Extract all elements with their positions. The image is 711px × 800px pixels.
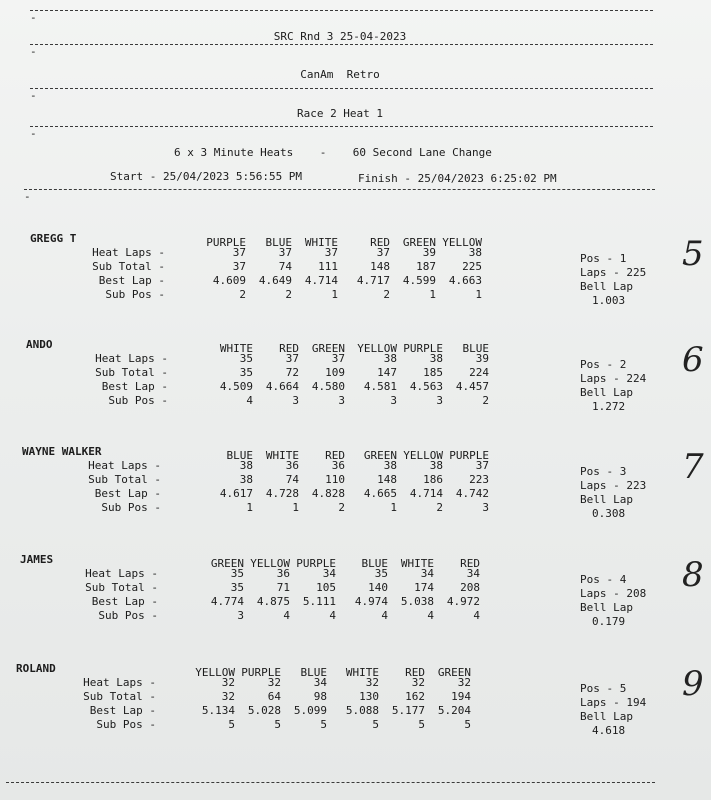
result-cell: 32 (411, 676, 425, 689)
result-cell: 4.972 (446, 595, 480, 608)
result-cell: 3 (292, 394, 299, 407)
result-cell: 130 (359, 690, 379, 703)
result-cell: 4.663 (448, 274, 482, 287)
result-cell: 38 (383, 459, 397, 472)
summary-pos: Pos - 4 (580, 573, 627, 586)
lane-header: PURPLE (403, 342, 443, 355)
summary-bell-value: 0.179 (592, 615, 626, 628)
summary-bell-label: Bell Lap (580, 710, 633, 723)
row-label: Sub Pos - (96, 718, 156, 731)
result-cell: 147 (377, 366, 397, 379)
handwritten-number: 8 (682, 555, 704, 595)
result-cell: 98 (313, 690, 327, 703)
result-cell: 1 (246, 501, 253, 514)
lane-header: PURPLE (449, 449, 489, 462)
handwritten-number: 5 (682, 234, 704, 274)
driver-block (0, 553, 711, 663)
result-cell: 38 (468, 246, 482, 259)
lane-header: GREEN (210, 557, 244, 570)
driver-block (0, 445, 711, 555)
lane-header: YELLOW (357, 342, 397, 355)
lane-header: GREEN (402, 236, 436, 249)
result-cell: 110 (325, 473, 345, 486)
summary-pos: Pos - 1 (580, 252, 627, 265)
result-cell: 3 (338, 394, 345, 407)
result-cell: 34 (466, 567, 480, 580)
row-label: Heat Laps - (85, 567, 158, 580)
divider: - (0, 122, 711, 138)
result-cell: 37 (475, 459, 489, 472)
result-cell: 38 (429, 352, 443, 365)
result-cell: 223 (469, 473, 489, 486)
summary-pos: Pos - 2 (580, 358, 627, 371)
result-cell: 38 (383, 352, 397, 365)
result-cell: 194 (451, 690, 471, 703)
result-cell: 185 (423, 366, 443, 379)
divider: - (0, 84, 711, 100)
result-cell: 34 (420, 567, 434, 580)
driver-name: ANDO (26, 338, 53, 351)
result-cell: 37 (331, 352, 345, 365)
row-label: Sub Pos - (98, 609, 158, 622)
result-cell: 2 (436, 501, 443, 514)
result-cell: 32 (457, 676, 471, 689)
start-time: Start - 25/04/2023 5:56:55 PM (110, 170, 303, 183)
driver-block (0, 232, 711, 342)
result-cell: 4 (381, 609, 388, 622)
result-cell: 5.177 (391, 704, 425, 717)
summary-laps: Laps - 225 (580, 266, 647, 279)
result-cell: 38 (429, 459, 443, 472)
result-cell: 208 (460, 581, 480, 594)
result-cell: 5 (228, 718, 235, 731)
result-cell: 174 (414, 581, 434, 594)
result-cell: 39 (422, 246, 436, 259)
divider: - (0, 6, 711, 22)
result-cell: 140 (368, 581, 388, 594)
result-cell: 4.457 (455, 380, 489, 393)
lane-header: PURPLE (296, 557, 336, 570)
lane-header: BLUE (462, 342, 489, 355)
result-cell: 5 (418, 718, 425, 731)
summary-bell-value: 0.308 (592, 507, 626, 520)
result-cell: 4 (283, 609, 290, 622)
lane-header: RED (325, 449, 345, 462)
result-cell: 35 (374, 567, 388, 580)
row-label: Sub Total - (95, 366, 168, 379)
result-cell: 111 (318, 260, 338, 273)
result-cell: 32 (221, 676, 235, 689)
row-label: Sub Pos - (108, 394, 168, 407)
finish-time: Finish - 25/04/2023 6:25:02 PM (358, 172, 557, 185)
race-name: Race 2 Heat 1 (296, 107, 384, 120)
result-cell: 36 (276, 567, 290, 580)
lane-header: RED (405, 666, 425, 679)
result-cell: 4.717 (356, 274, 390, 287)
result-cell: 5.028 (247, 704, 281, 717)
result-cell: 1 (292, 501, 299, 514)
summary-bell-value: 1.272 (592, 400, 626, 413)
result-cell: 32 (221, 690, 235, 703)
row-label: Heat Laps - (83, 676, 156, 689)
result-cell: 5.038 (400, 595, 434, 608)
result-cell: 4.774 (210, 595, 244, 608)
row-label: Heat Laps - (92, 246, 165, 259)
summary-bell-label: Bell Lap (580, 386, 633, 399)
lane-header: YELLOW (250, 557, 290, 570)
lane-header: GREEN (437, 666, 471, 679)
result-cell: 2 (482, 394, 489, 407)
summary-bell-value: 1.003 (592, 294, 626, 307)
result-cell: 36 (285, 459, 299, 472)
summary-bell-value: 4.618 (592, 724, 626, 737)
row-label: Heat Laps - (88, 459, 161, 472)
result-cell: 74 (278, 260, 292, 273)
result-cell: 32 (267, 676, 281, 689)
result-cell: 1 (331, 288, 338, 301)
result-cell: 35 (239, 366, 253, 379)
result-cell: 1 (475, 288, 482, 301)
result-cell: 5.204 (437, 704, 471, 717)
summary-laps: Laps - 208 (580, 587, 647, 600)
result-cell: 3 (390, 394, 397, 407)
result-cell: 162 (405, 690, 425, 703)
result-cell: 4.609 (212, 274, 246, 287)
lane-header: YELLOW (403, 449, 443, 462)
result-cell: 109 (325, 366, 345, 379)
result-cell: 37 (376, 246, 390, 259)
result-cell: 37 (324, 246, 338, 259)
result-cell: 5 (372, 718, 379, 731)
lane-header: WHITE (219, 342, 253, 355)
summary-laps: Laps - 223 (580, 479, 647, 492)
lane-header: WHITE (400, 557, 434, 570)
lane-header: WHITE (304, 236, 338, 249)
result-cell: 3 (482, 501, 489, 514)
result-cell: 35 (230, 567, 244, 580)
result-cell: 4 (246, 394, 253, 407)
result-cell: 4.742 (455, 487, 489, 500)
result-cell: 4.728 (265, 487, 299, 500)
lane-header: BLUE (361, 557, 388, 570)
row-label: Best Lap - (89, 704, 156, 717)
handwritten-number: 9 (682, 664, 704, 704)
result-cell: 4.509 (219, 380, 253, 393)
result-cell: 186 (423, 473, 443, 486)
result-cell: 2 (338, 501, 345, 514)
driver-block (0, 338, 711, 448)
summary-laps: Laps - 194 (580, 696, 647, 709)
race-format: 6 x 3 Minute Heats - 60 Second Lane Change (174, 146, 492, 159)
result-cell: 4 (329, 609, 336, 622)
result-cell: 5 (320, 718, 327, 731)
lane-header: RED (460, 557, 480, 570)
lane-header: BLUE (300, 666, 327, 679)
result-cell: 2 (239, 288, 246, 301)
result-cell: 72 (285, 366, 299, 379)
result-cell: 34 (313, 676, 327, 689)
lane-header: PURPLE (241, 666, 281, 679)
result-cell: 64 (267, 690, 281, 703)
result-cell: 32 (365, 676, 379, 689)
result-cell: 4.617 (219, 487, 253, 500)
result-cell: 3 (436, 394, 443, 407)
result-cell: 4.974 (354, 595, 388, 608)
result-cell: 5 (274, 718, 281, 731)
driver-name: JAMES (20, 553, 54, 566)
summary-pos: Pos - 5 (580, 682, 627, 695)
summary-pos: Pos - 3 (580, 465, 627, 478)
result-cell: 4.828 (311, 487, 345, 500)
handwritten-number: 6 (682, 340, 704, 380)
lane-header: RED (279, 342, 299, 355)
lane-header: WHITE (265, 449, 299, 462)
row-label: Heat Laps - (95, 352, 168, 365)
row-label: Best Lap - (98, 274, 165, 287)
result-cell: 4 (427, 609, 434, 622)
result-cell: 4.563 (409, 380, 443, 393)
result-cell: 35 (230, 581, 244, 594)
row-label: Sub Pos - (101, 501, 161, 514)
row-label: Sub Total - (83, 690, 156, 703)
row-label: Sub Total - (92, 260, 165, 273)
result-cell: 35 (239, 352, 253, 365)
result-cell: 187 (416, 260, 436, 273)
lane-header: YELLOW (195, 666, 235, 679)
result-cell: 5.088 (345, 704, 379, 717)
result-cell: 4.714 (409, 487, 443, 500)
result-cell: 5.134 (201, 704, 235, 717)
result-cell: 4.665 (363, 487, 397, 500)
lane-header: PURPLE (206, 236, 246, 249)
lane-header: BLUE (265, 236, 292, 249)
result-cell: 38 (239, 459, 253, 472)
result-cell: 1 (429, 288, 436, 301)
result-cell: 39 (475, 352, 489, 365)
row-label: Best Lap - (101, 380, 168, 393)
event-title: SRC Rnd 3 25-04-2023 (273, 30, 407, 43)
lane-header: GREEN (311, 342, 345, 355)
row-label: Sub Total - (88, 473, 161, 486)
result-cell: 148 (377, 473, 397, 486)
summary-bell-label: Bell Lap (580, 601, 633, 614)
driver-block (0, 662, 711, 772)
divider (0, 778, 711, 794)
result-cell: 5.111 (302, 595, 336, 608)
result-cell: 4.581 (363, 380, 397, 393)
row-label: Sub Total - (85, 581, 158, 594)
result-cell: 4.875 (256, 595, 290, 608)
result-cell: 224 (469, 366, 489, 379)
lane-header: WHITE (345, 666, 379, 679)
row-label: Best Lap - (91, 595, 158, 608)
result-cell: 4.649 (258, 274, 292, 287)
lane-header: GREEN (363, 449, 397, 462)
result-cell: 5 (464, 718, 471, 731)
result-cell: 37 (232, 246, 246, 259)
summary-bell-label: Bell Lap (580, 280, 633, 293)
result-cell: 5.099 (293, 704, 327, 717)
divider: - (0, 185, 711, 201)
class-name: CanAm Retro (300, 68, 380, 81)
result-cell: 38 (239, 473, 253, 486)
lane-header: RED (370, 236, 390, 249)
handwritten-number: 7 (682, 447, 704, 487)
result-cell: 105 (316, 581, 336, 594)
result-cell: 1 (390, 501, 397, 514)
result-cell: 2 (383, 288, 390, 301)
result-cell: 3 (237, 609, 244, 622)
result-cell: 34 (322, 567, 336, 580)
row-label: Sub Pos - (105, 288, 165, 301)
summary-bell-label: Bell Lap (580, 493, 633, 506)
result-cell: 71 (276, 581, 290, 594)
result-cell: 36 (331, 459, 345, 472)
result-cell: 37 (278, 246, 292, 259)
driver-name: ROLAND (16, 662, 56, 675)
result-cell: 4.599 (402, 274, 436, 287)
result-cell: 74 (285, 473, 299, 486)
result-cell: 37 (232, 260, 246, 273)
result-cell: 4.664 (265, 380, 299, 393)
result-cell: 148 (370, 260, 390, 273)
result-cell: 2 (285, 288, 292, 301)
driver-name: GREGG T (30, 232, 77, 245)
result-cell: 225 (462, 260, 482, 273)
result-cell: 37 (285, 352, 299, 365)
summary-laps: Laps - 224 (580, 372, 647, 385)
result-cell: 4.580 (311, 380, 345, 393)
driver-name: WAYNE WALKER (22, 445, 102, 458)
lane-header: BLUE (226, 449, 253, 462)
row-label: Best Lap - (94, 487, 161, 500)
lane-header: YELLOW (442, 236, 482, 249)
divider: - (0, 40, 711, 56)
result-cell: 4 (473, 609, 480, 622)
result-cell: 4.714 (304, 274, 338, 287)
